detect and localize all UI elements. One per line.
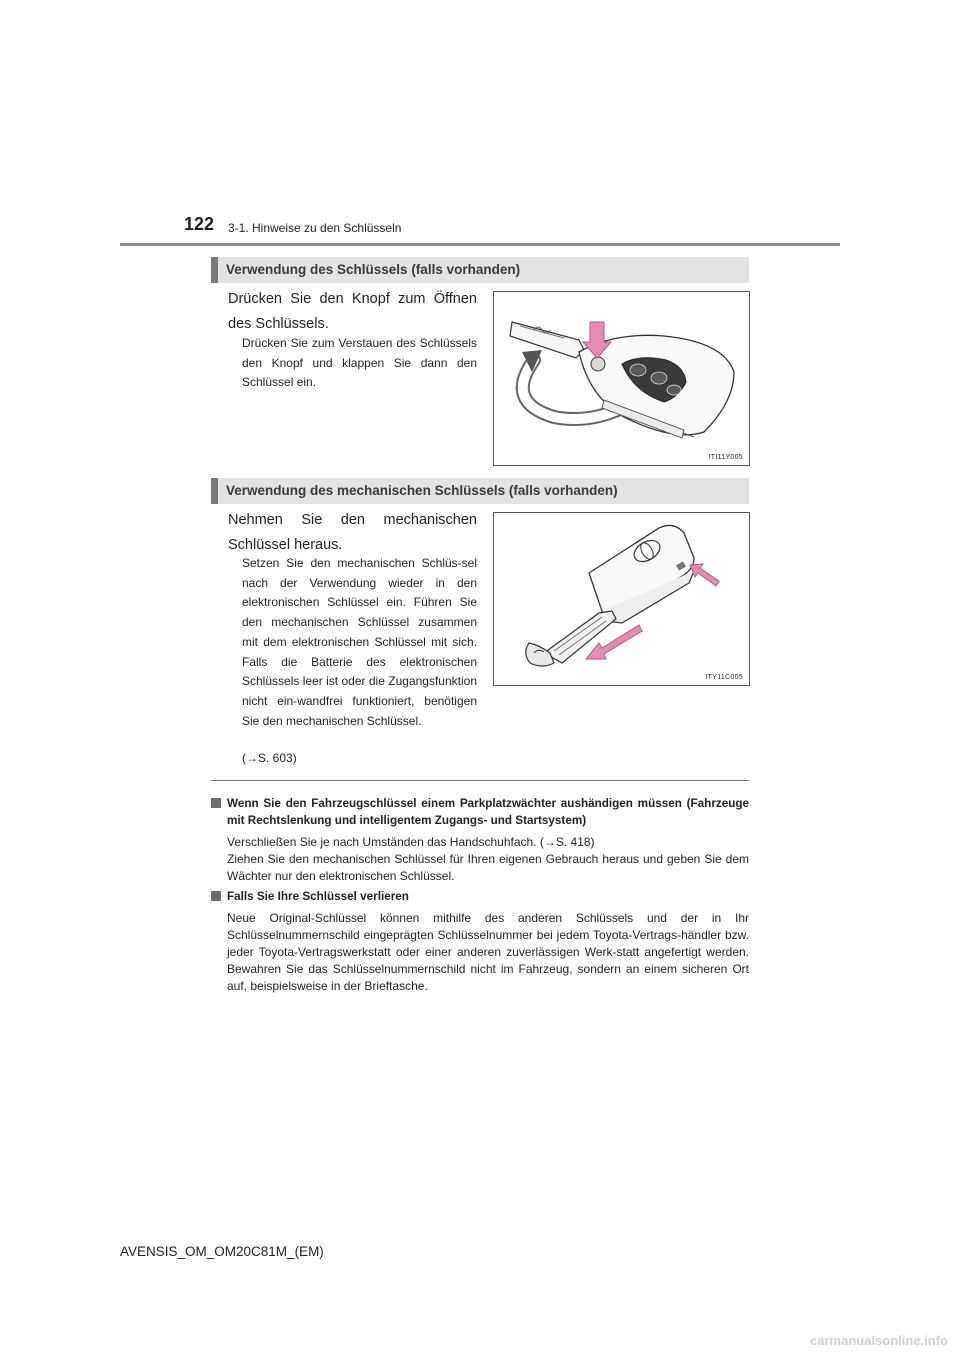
note-valet xyxy=(211,795,749,885)
step-title-remove-mech-key: Nehmen Sie den mechanischen Schlüssel heraus. xyxy=(228,512,477,553)
image-code: ITY11C005 xyxy=(705,674,743,681)
note-title-lost-keys: Falls Sie Ihre Schlüssel verlieren xyxy=(227,890,409,903)
step-title-open-key: Drücken Sie den Knopf zum Öffnen des Schlüssels. xyxy=(228,291,477,332)
step-body-store-key: Drücken Sie zum Verstauen des Schlüssels den Knopf und klappen Sie dann den Schlüssel ein. xyxy=(242,336,477,390)
header-rule xyxy=(120,243,840,246)
smart-key-drawing xyxy=(494,513,749,685)
section-heading-mechanical-key: Verwendung des mechanischen Schlüssels (falls vorhanden) xyxy=(211,478,749,504)
note-body-valet-1: Verschließen Sie je nach Umständen das Handschuhfach. (→S. 418) xyxy=(227,835,595,849)
notes-separator xyxy=(211,780,749,781)
step-body-mech-key: Setzen Sie den mechanischen Schlüs-sel nach der Verwendung wieder in den elektronischen Schlüssel ein. Führen Sie den mechanischen Schlüssel zusammen mit dem elektronischen Schlüssel mit sich. Falls die Batterie des elektronischen Schlüssels leer ist oder die Zugangsfunktion nicht ein-wandfrei funktioniert, benötigen Sie den mechanischen Schlüssel. xyxy=(242,556,477,728)
manual-id: AVENSIS_OM_OM20C81M_(EM) xyxy=(120,1244,324,1259)
watermark: carmanualsonline.info xyxy=(810,1333,948,1348)
step-ref-mech-key: (→S. 603) xyxy=(242,751,297,765)
image-code: ITI11Y005 xyxy=(708,454,743,461)
note-body-valet-2: Ziehen Sie den mechanischen Schlüssel für Ihren eigenen Gebrauch heraus und geben Sie dem Wächter nur den elektronischen Schlüssel. xyxy=(227,852,749,883)
note-title-valet: Wenn Sie den Fahrzeugschlüssel einem Parkplatzwächter aushändigen müssen (Fahrzeuge mit Rechtslenkung und intelligentem Zugangs- und Startsystem) xyxy=(227,797,749,827)
folding-key-drawing xyxy=(494,292,749,465)
section-heading-key-use: Verwendung des Schlüssels (falls vorhanden) xyxy=(211,257,749,283)
note-lost-keys xyxy=(211,888,749,995)
page-number: 122 xyxy=(184,214,215,234)
note-body-lost-keys: Neue Original-Schlüssel können mithilfe des anderen Schlüssels und der in Ihr Schlüsselnummernschild eingeprägten Schlüsselnummer bei jedem Toyota-Vertrags-händler bzw. jeder Toyota-Vertragswerkstatt oder einer anderen zuverlässigen Werk-statt angefertigt werden. Bewahren Sie das Schlüsselnummernschild nicht im Fahrzeug, sondern an einem sicheren Ort auf, beispielsweise in der Brieftasche. xyxy=(227,911,749,993)
illustration-mechanical-key xyxy=(493,512,750,686)
note-bullet-square xyxy=(211,798,221,808)
chapter-title: 3-1. Hinweise zu den Schlüsseln xyxy=(228,221,402,235)
note-bullet-square xyxy=(211,891,221,901)
illustration-folding-key xyxy=(493,291,750,466)
